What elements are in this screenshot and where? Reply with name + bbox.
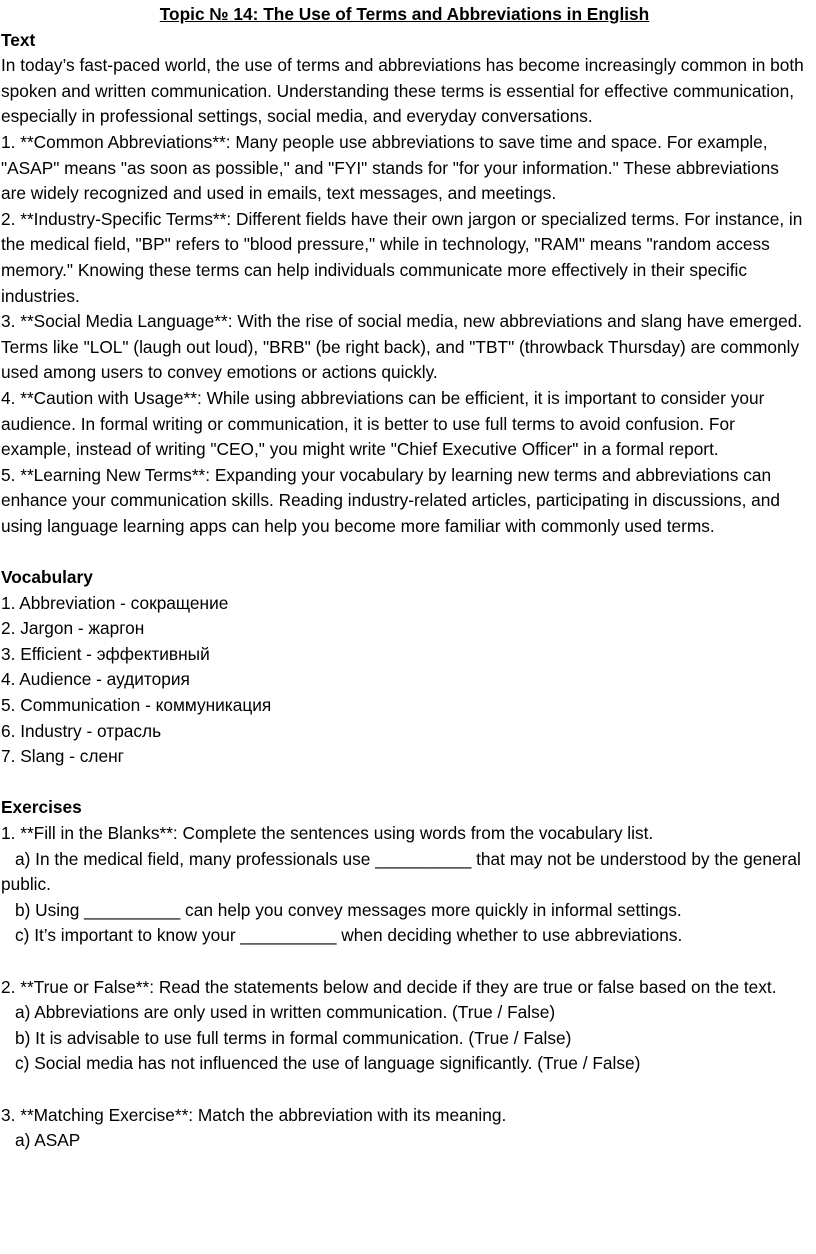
spacer	[1, 770, 808, 796]
point-paragraph: 5. **Learning New Terms**: Expanding your vocabulary by learning new terms and abbreviations can enhance your communication skills. Reading industry-related articles, participating in discussions, and using language learning apps can help you become more familiar with commonly used terms.	[1, 464, 781, 536]
spacer	[1, 949, 808, 975]
vocabulary-item: 5. Communication - коммуникация	[1, 695, 272, 716]
spacer	[1, 539, 808, 565]
vocabulary-item: 2. Jargon - жаргон	[1, 618, 145, 639]
spacer	[1, 1077, 808, 1103]
intro-paragraph: In today’s fast-paced world, the use of terms and abbreviations has become increasingly common in both spoken and written communication. Understanding these terms is essential for effective communication, especially in professional settings, social media, and everyday conversations.	[1, 55, 804, 127]
exercise-item: c) Social media has not influenced the use of language significantly. (True / False)	[15, 1053, 641, 1074]
exercise-item: c) It’s important to know your __________ when deciding whether to use abbreviations.	[15, 925, 683, 946]
page-title: Topic № 14: The Use of Terms and Abbreviations in English	[159, 4, 650, 24]
text-heading: Text	[1, 29, 36, 50]
point-paragraph: 2. **Industry-Specific Terms**: Different fields have their own jargon or specialized terms. For instance, in the medical field, "BP" refers to "blood pressure," while in technology, "RAM" means "random access memory." Knowing these terms can help individuals communicate more effectively in their specific industries.	[1, 208, 803, 306]
exercise-prompt: 1. **Fill in the Blanks**: Complete the sentences using words from the vocabulary list.	[1, 823, 654, 843]
vocabulary-item: 6. Industry - отрасль	[1, 720, 162, 741]
vocabulary-item: 1. Abbreviation - сокращение	[1, 592, 229, 613]
exercise-prompt: 2. **True or False**: Read the statements below and decide if they are true or false based on the text.	[1, 976, 777, 997]
point-paragraph: 4. **Caution with Usage**: While using abbreviations can be efficient, it is important to consider your audience. In formal writing or communication, it is better to use full terms to avoid confusion. For example, instead of writing "CEO," you might write "Chief Executive Officer" in a formal report.	[1, 387, 765, 460]
exercise-item: b) Using __________ can help you convey messages more quickly in informal settings.	[15, 899, 682, 920]
vocabulary-item: 4. Audience - аудитория	[1, 669, 190, 690]
vocabulary-item: 3. Efficient - эффективный	[1, 643, 210, 664]
exercise-prompt: 3. **Matching Exercise**: Match the abbreviation with its meaning.	[1, 1104, 507, 1125]
exercise-item: a) In the medical field, many professionals use __________ that may not be understood by the general public.	[1, 848, 801, 895]
vocabulary-heading: Vocabulary	[1, 567, 93, 588]
exercises-heading: Exercises	[1, 797, 82, 818]
exercise-item: b) It is advisable to use full terms in formal communication. (True / False)	[15, 1027, 572, 1048]
exercise-item: a) ASAP	[15, 1130, 81, 1151]
vocabulary-item: 7. Slang - сленг	[1, 746, 124, 767]
point-paragraph: 3. **Social Media Language**: With the rise of social media, new abbreviations and slang have emerged. Terms like "LOL" (laugh out loud), "BRB" (be right back), and "TBT" (throwback Thursday) are commonly used among users to convey emotions or actions quickly.	[1, 311, 803, 383]
exercise-item: a) Abbreviations are only used in written communication. (True / False)	[15, 1002, 556, 1023]
point-paragraph: 1. **Common Abbreviations**: Many people use abbreviations to save time and space. For example, "ASAP" means "as soon as possible," and "FYI" stands for "for your information." These abbreviations are widely recognized and used in emails, text messages, and meetings.	[1, 131, 779, 204]
